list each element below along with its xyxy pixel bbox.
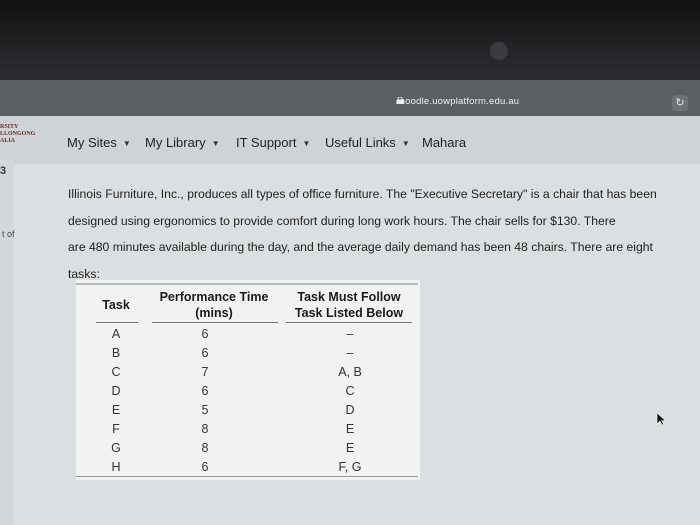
table-top-border [76, 283, 418, 285]
nav-label: Useful Links [325, 135, 396, 150]
question-number: 3 [0, 165, 7, 177]
address-bar[interactable] [0, 80, 700, 116]
nav-label: My Library [145, 135, 206, 150]
university-logo[interactable]: RSITY LLONGONG ALIA [0, 124, 36, 144]
question-line: Illinois Furniture, Inc., produces all types of office furniture. The "Executive Secretary" is a chair that has been [68, 187, 657, 201]
header-performance-time [150, 289, 278, 321]
question-line: designed using ergonomics to provide comfort during long work hours. The chair sells for $130. There [68, 213, 616, 228]
nav-my-sites[interactable] [67, 135, 131, 150]
header-underline [152, 322, 278, 323]
follow-cell: – [346, 346, 354, 360]
follow-cell: A, B [338, 365, 362, 379]
chevron-down-icon: ▼ [401, 139, 410, 149]
header-task-must-follow [286, 289, 412, 321]
task-cell: C [111, 365, 121, 379]
nav-mahara[interactable] [422, 135, 466, 150]
task-cell: G [111, 441, 121, 455]
chevron-down-icon: ▼ [211, 139, 220, 149]
time-cell: 7 [201, 365, 209, 379]
camera-icon [490, 42, 508, 60]
header-line: Task Listed Below [294, 306, 404, 320]
url-text[interactable]: moodle.uowplatform.edu.au [397, 96, 520, 107]
time-cell: 6 [201, 327, 209, 341]
follow-cell: F, G [338, 460, 362, 474]
task-cell: F [112, 422, 120, 436]
time-cell: 6 [201, 460, 209, 474]
nav-label: My Sites [67, 135, 117, 150]
time-cell: 8 [201, 441, 209, 455]
mouse-cursor-icon [656, 412, 666, 426]
reload-icon[interactable]: ↻ [672, 95, 688, 111]
time-cell: 8 [201, 422, 209, 436]
question-text [68, 181, 698, 287]
task-cell: B [111, 346, 121, 360]
chevron-down-icon: ▼ [302, 139, 311, 149]
header-line: Task Must Follow [297, 290, 401, 304]
follow-cell: – [346, 327, 354, 341]
nav-useful-links[interactable] [325, 135, 410, 150]
header-line: (mins) [195, 306, 233, 320]
time-cell: 5 [201, 403, 209, 417]
question-line: tasks: [68, 266, 100, 281]
follow-cell: D [345, 403, 355, 417]
chevron-down-icon: ▼ [122, 139, 131, 149]
time-cell: 6 [201, 384, 209, 398]
time-cell: 6 [201, 346, 209, 360]
task-cell: A [111, 327, 121, 341]
follow-cell: E [345, 422, 355, 436]
table-bottom-border [76, 476, 418, 477]
nav-label: IT Support [236, 135, 297, 150]
question-info-text: t of [2, 229, 15, 239]
question-line: are 480 minutes available during the day, and the average daily demand has been 48 chairs. There are eight [68, 240, 653, 254]
follow-cell: C [345, 384, 355, 398]
header-task: Task [102, 298, 130, 312]
monitor-bezel [0, 0, 700, 80]
nav-my-library[interactable] [145, 135, 220, 150]
task-cell: D [111, 384, 121, 398]
left-sidebar-edge [0, 160, 14, 525]
task-cell: E [111, 403, 121, 417]
nav-it-support[interactable] [236, 135, 310, 150]
task-cell: H [111, 460, 121, 474]
header-line: Performance Time [159, 290, 269, 304]
nav-label: Mahara [422, 135, 467, 150]
header-underline [286, 322, 412, 323]
follow-cell: E [345, 441, 355, 455]
header-underline [96, 322, 138, 323]
